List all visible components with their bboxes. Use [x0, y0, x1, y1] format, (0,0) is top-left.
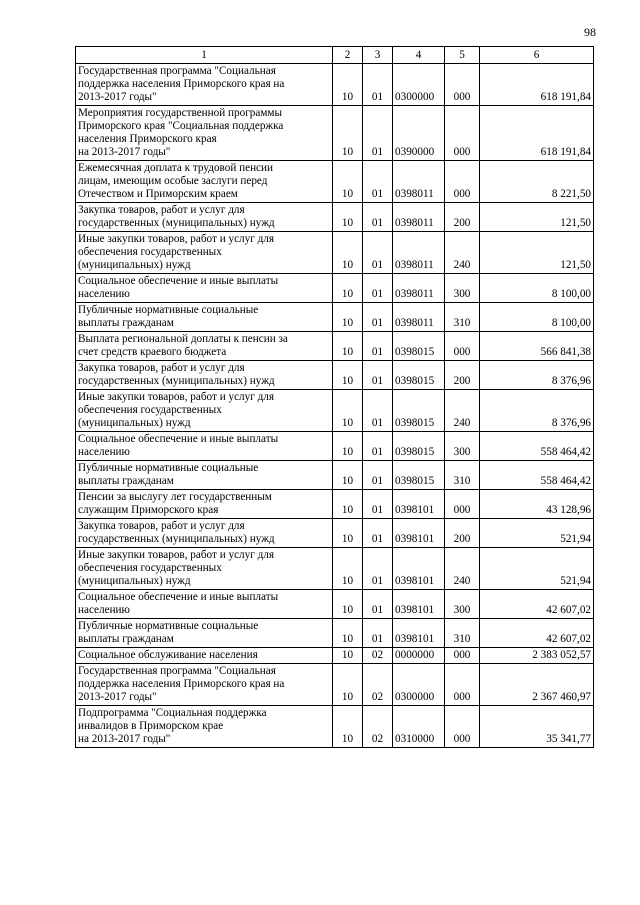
target-article-cell: 0300000 [393, 664, 445, 706]
row-name-line: служащим Приморского края [78, 504, 219, 516]
row-name-cell [76, 548, 333, 590]
target-article-cell: 0398015 [393, 390, 445, 432]
table-row [76, 390, 594, 432]
table-row [76, 64, 594, 106]
amount-cell: 2 383 052,57 [480, 648, 594, 664]
target-article-cell: 0398101 [393, 490, 445, 519]
table-row [76, 490, 594, 519]
subsection-code-cell: 01 [363, 361, 393, 390]
table-row [76, 664, 594, 706]
row-name-line: Подпрограмма "Социальная поддержка [78, 707, 267, 719]
row-name-line: Государственная программа "Социальная [78, 665, 276, 677]
amount-cell: 8 100,00 [480, 274, 594, 303]
expense-type-cell: 300 [445, 432, 480, 461]
subsection-code-cell: 01 [363, 274, 393, 303]
row-name-line: на 2013-2017 годы" [78, 733, 171, 745]
row-name-line: Мероприятия государственной программы [78, 107, 283, 119]
expense-type-cell: 300 [445, 274, 480, 303]
row-name-line: выплаты гражданам [78, 317, 174, 329]
row-name-line: Публичные нормативные социальные [78, 620, 259, 632]
subsection-code-cell: 01 [363, 332, 393, 361]
row-name-line: 2013-2017 годы" [78, 91, 157, 103]
row-name-line: (муниципальных) нужд [78, 575, 191, 587]
expense-type-cell: 200 [445, 361, 480, 390]
subsection-code-cell: 02 [363, 664, 393, 706]
row-name-cell [76, 64, 333, 106]
expense-type-cell: 310 [445, 303, 480, 332]
row-name-line: Социальное обеспечение и иные выплаты [78, 275, 279, 287]
subsection-code-cell: 01 [363, 390, 393, 432]
target-article-cell: 0398011 [393, 232, 445, 274]
row-name-cell [76, 106, 333, 161]
amount-cell: 8 376,96 [480, 361, 594, 390]
row-name-line: Отечеством и Приморским краем [78, 188, 238, 200]
column-header: 1 [76, 47, 333, 64]
row-name-line: лицам, имеющим особые заслуги перед [78, 175, 268, 187]
target-article-cell: 0398011 [393, 161, 445, 203]
expense-type-cell: 310 [445, 461, 480, 490]
row-name-line: Публичные нормативные социальные [78, 462, 259, 474]
section-code-cell: 10 [333, 548, 363, 590]
section-code-cell: 10 [333, 648, 363, 664]
subsection-code-cell: 01 [363, 203, 393, 232]
row-name-line: населению [78, 446, 130, 458]
section-code-cell: 10 [333, 332, 363, 361]
target-article-cell: 0398101 [393, 590, 445, 619]
budget-table [75, 46, 594, 748]
amount-cell: 8 221,50 [480, 161, 594, 203]
section-code-cell: 10 [333, 490, 363, 519]
expense-type-cell: 310 [445, 619, 480, 648]
row-name-line: выплаты гражданам [78, 633, 174, 645]
amount-cell: 558 464,42 [480, 461, 594, 490]
expense-type-cell: 240 [445, 390, 480, 432]
row-name-cell [76, 332, 333, 361]
table-row [76, 619, 594, 648]
subsection-code-cell: 01 [363, 303, 393, 332]
amount-cell: 42 607,02 [480, 619, 594, 648]
row-name-line: обеспечения государственных [78, 562, 222, 574]
section-code-cell: 10 [333, 361, 363, 390]
table-row [76, 203, 594, 232]
subsection-code-cell: 02 [363, 706, 393, 748]
column-header: 4 [393, 47, 445, 64]
table-row [76, 361, 594, 390]
row-name-cell [76, 203, 333, 232]
subsection-code-cell: 02 [363, 648, 393, 664]
amount-cell: 618 191,84 [480, 106, 594, 161]
expense-type-cell: 000 [445, 490, 480, 519]
table-header-row [76, 47, 594, 64]
table-row [76, 461, 594, 490]
amount-cell: 566 841,38 [480, 332, 594, 361]
subsection-code-cell: 01 [363, 64, 393, 106]
target-article-cell: 0398011 [393, 274, 445, 303]
table-row [76, 548, 594, 590]
target-article-cell: 0398015 [393, 332, 445, 361]
section-code-cell: 10 [333, 619, 363, 648]
amount-cell: 43 128,96 [480, 490, 594, 519]
table-row [76, 590, 594, 619]
subsection-code-cell: 01 [363, 490, 393, 519]
row-name-line: 2013-2017 годы" [78, 691, 157, 703]
expense-type-cell: 000 [445, 106, 480, 161]
row-name-line: поддержка населения Приморского края на [78, 678, 285, 690]
row-name-line: (муниципальных) нужд [78, 259, 191, 271]
column-header: 6 [480, 47, 594, 64]
row-name-cell [76, 390, 333, 432]
target-article-cell: 0300000 [393, 64, 445, 106]
amount-cell: 2 367 460,97 [480, 664, 594, 706]
row-name-line: государственных (муниципальных) нужд [78, 217, 275, 229]
target-article-cell: 0390000 [393, 106, 445, 161]
expense-type-cell: 000 [445, 706, 480, 748]
target-article-cell: 0398015 [393, 432, 445, 461]
row-name-cell [76, 432, 333, 461]
row-name-cell [76, 161, 333, 203]
amount-cell: 121,50 [480, 232, 594, 274]
row-name-line: Иные закупки товаров, работ и услуг для [78, 391, 275, 403]
amount-cell: 521,94 [480, 548, 594, 590]
table-row [76, 274, 594, 303]
section-code-cell: 10 [333, 590, 363, 619]
table-row [76, 232, 594, 274]
target-article-cell: 0310000 [393, 706, 445, 748]
subsection-code-cell: 01 [363, 548, 393, 590]
subsection-code-cell: 01 [363, 519, 393, 548]
expense-type-cell: 300 [445, 590, 480, 619]
row-name-line: Иные закупки товаров, работ и услуг для [78, 233, 275, 245]
row-name-cell [76, 303, 333, 332]
row-name-cell [76, 706, 333, 748]
row-name-line: Публичные нормативные социальные [78, 304, 259, 316]
target-article-cell: 0398015 [393, 361, 445, 390]
target-article-cell: 0398101 [393, 548, 445, 590]
row-name-line: счет средств краевого бюджета [78, 346, 227, 358]
amount-cell: 121,50 [480, 203, 594, 232]
row-name-line: Закупка товаров, работ и услуг для [78, 520, 245, 532]
row-name-cell [76, 519, 333, 548]
section-code-cell: 10 [333, 390, 363, 432]
target-article-cell: 0398011 [393, 303, 445, 332]
section-code-cell: 10 [333, 519, 363, 548]
section-code-cell: 10 [333, 274, 363, 303]
section-code-cell: 10 [333, 303, 363, 332]
subsection-code-cell: 01 [363, 232, 393, 274]
expense-type-cell: 000 [445, 332, 480, 361]
page-number: 98 [584, 25, 596, 39]
expense-type-cell: 000 [445, 648, 480, 664]
row-name-line: Социальное обеспечение и иные выплаты [78, 591, 279, 603]
expense-type-cell: 200 [445, 203, 480, 232]
table-row [76, 519, 594, 548]
row-name-line: Социальное обеспечение и иные выплаты [78, 433, 279, 445]
row-name-cell [76, 361, 333, 390]
row-name-line: Государственная программа "Социальная [78, 65, 276, 77]
table-row [76, 332, 594, 361]
row-name-line: Приморского края "Социальная поддержка [78, 120, 284, 132]
row-name-line: Иные закупки товаров, работ и услуг для [78, 549, 275, 561]
row-name-line: населению [78, 604, 130, 616]
amount-cell: 8 376,96 [480, 390, 594, 432]
section-code-cell: 10 [333, 232, 363, 274]
row-name-line: населения Приморского края [78, 133, 217, 145]
amount-cell: 558 464,42 [480, 432, 594, 461]
row-name-cell [76, 648, 333, 664]
column-header: 2 [333, 47, 363, 64]
row-name-line: инвалидов в Приморском крае [78, 720, 224, 732]
table-row [76, 648, 594, 664]
amount-cell: 521,94 [480, 519, 594, 548]
table-row [76, 432, 594, 461]
target-article-cell: 0398011 [393, 203, 445, 232]
row-name-cell [76, 664, 333, 706]
row-name-cell [76, 232, 333, 274]
subsection-code-cell: 01 [363, 619, 393, 648]
section-code-cell: 10 [333, 106, 363, 161]
row-name-line: населению [78, 288, 130, 300]
section-code-cell: 10 [333, 706, 363, 748]
row-name-cell [76, 619, 333, 648]
expense-type-cell: 000 [445, 161, 480, 203]
row-name-line: поддержка населения Приморского края на [78, 78, 285, 90]
target-article-cell: 0398015 [393, 461, 445, 490]
row-name-line: обеспечения государственных [78, 404, 222, 416]
row-name-line: Закупка товаров, работ и услуг для [78, 362, 245, 374]
row-name-line: Выплата региональной доплаты к пенсии за [78, 333, 288, 345]
section-code-cell: 10 [333, 461, 363, 490]
row-name-line: государственных (муниципальных) нужд [78, 533, 275, 545]
table-row [76, 706, 594, 748]
section-code-cell: 10 [333, 203, 363, 232]
row-name-cell [76, 274, 333, 303]
expense-type-cell: 200 [445, 519, 480, 548]
section-code-cell: 10 [333, 432, 363, 461]
target-article-cell: 0000000 [393, 648, 445, 664]
amount-cell: 35 341,77 [480, 706, 594, 748]
row-name-line: Ежемесячная доплата к трудовой пенсии [78, 162, 273, 174]
subsection-code-cell: 01 [363, 432, 393, 461]
row-name-line: выплаты гражданам [78, 475, 174, 487]
row-name-line: обеспечения государственных [78, 246, 222, 258]
row-name-line: Социальное обслуживание населения [78, 649, 258, 661]
expense-type-cell: 240 [445, 232, 480, 274]
column-header: 5 [445, 47, 480, 64]
amount-cell: 42 607,02 [480, 590, 594, 619]
subsection-code-cell: 01 [363, 106, 393, 161]
subsection-code-cell: 01 [363, 161, 393, 203]
target-article-cell: 0398101 [393, 619, 445, 648]
row-name-line: государственных (муниципальных) нужд [78, 375, 275, 387]
amount-cell: 618 191,84 [480, 64, 594, 106]
section-code-cell: 10 [333, 664, 363, 706]
table-row [76, 106, 594, 161]
target-article-cell: 0398101 [393, 519, 445, 548]
expense-type-cell: 000 [445, 64, 480, 106]
subsection-code-cell: 01 [363, 590, 393, 619]
section-code-cell: 10 [333, 161, 363, 203]
row-name-line: Закупка товаров, работ и услуг для [78, 204, 245, 216]
row-name-cell [76, 590, 333, 619]
column-header: 3 [363, 47, 393, 64]
table-row [76, 303, 594, 332]
expense-type-cell: 240 [445, 548, 480, 590]
row-name-cell [76, 461, 333, 490]
table-row [76, 161, 594, 203]
row-name-line: (муниципальных) нужд [78, 417, 191, 429]
row-name-line: Пенсии за выслугу лет государственным [78, 491, 272, 503]
row-name-line: на 2013-2017 годы" [78, 146, 171, 158]
row-name-cell [76, 490, 333, 519]
section-code-cell: 10 [333, 64, 363, 106]
amount-cell: 8 100,00 [480, 303, 594, 332]
expense-type-cell: 000 [445, 664, 480, 706]
subsection-code-cell: 01 [363, 461, 393, 490]
